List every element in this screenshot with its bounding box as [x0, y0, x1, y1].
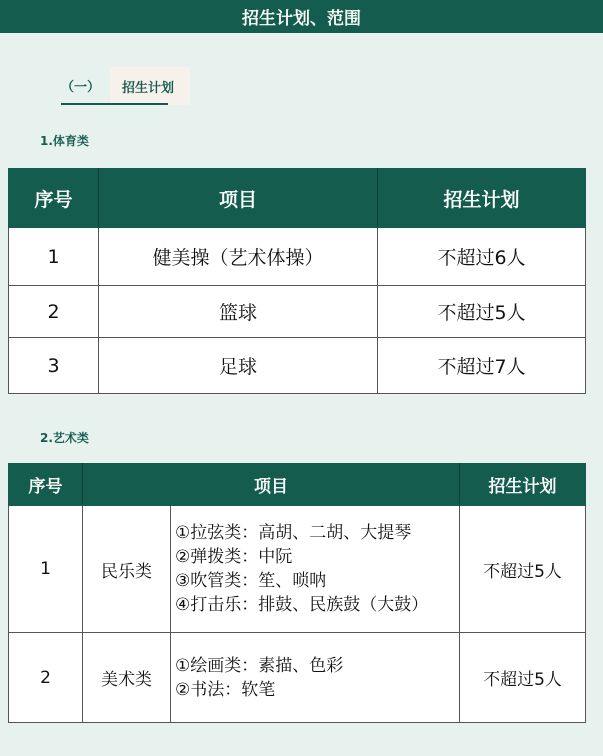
table-row — [9, 506, 586, 633]
row-plan: 不超过5人 — [378, 286, 586, 338]
sports-section-title: 1.体育类 — [40, 134, 89, 148]
row-plan: 不超过5人 — [460, 633, 586, 723]
row-item: 篮球 — [99, 286, 378, 338]
row-category: 美术类 — [83, 633, 171, 723]
row-number: 2 — [9, 633, 83, 723]
subsection-heading — [61, 67, 190, 105]
detail-line: ②书法：软笔 — [175, 679, 276, 700]
column-header-number: 序号 — [9, 464, 83, 506]
subsection-number: （一） — [61, 67, 110, 105]
column-header-item: 项目 — [83, 464, 460, 506]
column-header-number: 序号 — [9, 169, 99, 228]
table-header-row — [9, 169, 586, 228]
row-item: 健美操（艺术体操） — [99, 228, 378, 286]
detail-line: ①绘画类：素描、色彩 — [175, 655, 344, 676]
page-title: 招生计划、范围 — [242, 9, 361, 29]
page-header — [0, 0, 603, 33]
row-number: 3 — [9, 338, 99, 394]
table-header-row — [9, 464, 586, 506]
subsection-label: 招生计划 — [110, 67, 190, 105]
column-header-item: 项目 — [99, 169, 378, 228]
row-plan: 不超过6人 — [378, 228, 586, 286]
row-number: 1 — [9, 506, 83, 633]
detail-line: ④打击乐：排鼓、民族鼓（大鼓） — [175, 595, 429, 615]
row-number: 1 — [9, 228, 99, 286]
detail-line: ①拉弦类：高胡、二胡、大提琴 — [175, 523, 412, 543]
detail-line: ③吹管类：笙、唢呐 — [175, 571, 327, 591]
sports-table — [8, 168, 586, 394]
row-details — [171, 633, 460, 723]
column-header-plan: 招生计划 — [460, 464, 586, 506]
row-plan: 不超过5人 — [460, 506, 586, 633]
table-row — [9, 228, 586, 286]
row-category: 民乐类 — [83, 506, 171, 633]
table-row — [9, 286, 586, 338]
table-row — [9, 633, 586, 723]
column-header-plan: 招生计划 — [378, 169, 586, 228]
arts-section-title: 2.艺术类 — [40, 431, 89, 445]
row-number: 2 — [9, 286, 99, 338]
arts-table — [8, 463, 586, 723]
row-plan: 不超过7人 — [378, 338, 586, 394]
row-details — [171, 506, 460, 633]
detail-line: ②弹拨类：中阮 — [175, 547, 293, 567]
row-item: 足球 — [99, 338, 378, 394]
table-row — [9, 338, 586, 394]
